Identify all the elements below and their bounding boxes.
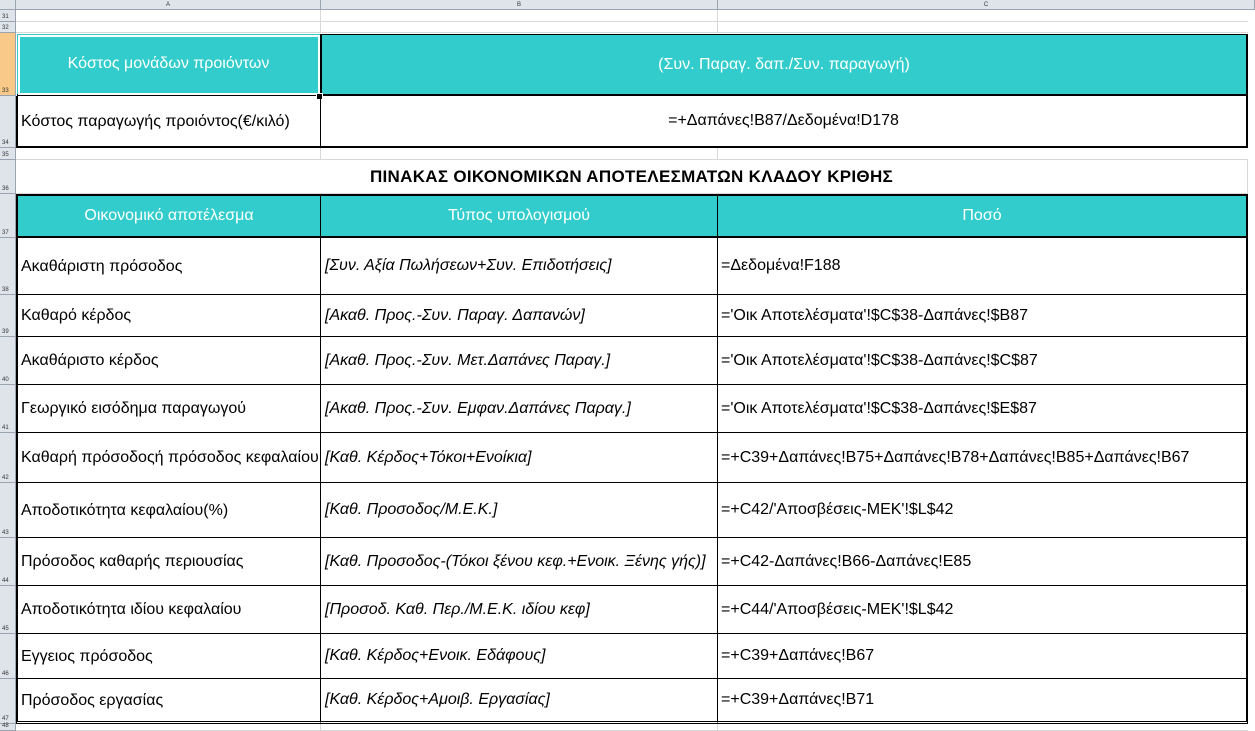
amount-formula-cell[interactable]: ='Οικ Αποτελέσματα'!$C$38-Δαπάνες!$B87 — [718, 295, 1248, 337]
empty-cell[interactable] — [718, 724, 1255, 731]
result-name-cell[interactable]: Αποδοτικότητα κεφαλαίου(%) — [16, 483, 321, 538]
calculation-type-cell[interactable]: [Καθ. Κέρδος+Αμοιβ. Εργασίας] — [321, 679, 718, 724]
result-name-cell[interactable]: Ακαθάριστη πρόσοδος — [16, 238, 321, 295]
row-header[interactable]: 41 — [0, 385, 16, 433]
amount-formula-cell[interactable]: =+C39+Δαπάνες!B67 — [718, 634, 1248, 679]
row-header[interactable]: 47 — [0, 679, 16, 724]
column-header-a[interactable]: A — [16, 0, 321, 10]
row-header[interactable]: 42 — [0, 433, 16, 483]
result-name-cell[interactable]: Πρόσοδος εργασίας — [16, 679, 321, 724]
amount-formula-cell[interactable]: =+C42/'Αποσβέσεις-ΜΕΚ'!$L$42 — [718, 483, 1248, 538]
table-title[interactable]: ΠΙΝΑΚΑΣ ΟΙΚΟΝΟΜΙΚΩΝ ΑΠΟΤΕΛΕΣΜΑΤΩΝ ΚΛΑΔΟΥ ΚΡΙΘΗΣ — [16, 160, 1248, 194]
amount-formula-cell[interactable]: =+C42-Δαπάνες!B66-Δαπάνες!E85 — [718, 538, 1248, 586]
grid-edge — [1248, 10, 1255, 731]
row-header[interactable]: 35 — [0, 148, 16, 160]
header-economic-result[interactable]: Οικονομικό αποτέλεσμα — [16, 194, 321, 238]
empty-cell[interactable] — [321, 724, 718, 731]
empty-cell[interactable] — [321, 10, 718, 22]
empty-cell[interactable] — [321, 148, 718, 160]
amount-formula-cell[interactable]: ='Οικ Αποτελέσματα'!$C$38-Δαπάνες!$E$87 — [718, 385, 1248, 433]
empty-cell[interactable] — [16, 148, 321, 160]
result-name-cell[interactable]: Εγγειος πρόσοδος — [16, 634, 321, 679]
empty-cell[interactable] — [321, 22, 718, 33]
row-header[interactable]: 38 — [0, 238, 16, 295]
column-header-b[interactable]: B — [321, 0, 718, 10]
row-header[interactable]: 32 — [0, 22, 16, 33]
row-header[interactable]: 39 — [0, 295, 16, 337]
calculation-type-cell[interactable]: [Καθ. Προσοδος-(Τόκοι ξένου κεφ.+Ενοικ. Ξένης γής)] — [321, 538, 718, 586]
calculation-type-cell[interactable]: [Προσοδ. Καθ. Περ./Μ.Ε.Κ. ιδίου κεφ] — [321, 586, 718, 634]
unit-cost-header-cell[interactable]: Κόστος μονάδων προιόντων — [17, 34, 321, 96]
row-header[interactable]: 48 — [0, 724, 16, 731]
row-header[interactable]: 37 — [0, 194, 16, 238]
result-name-cell[interactable]: Αποδοτικότητα ιδίου κεφαλαίου — [16, 586, 321, 634]
select-all-corner[interactable] — [0, 0, 16, 10]
amount-formula-cell[interactable]: =Δεδομένα!F188 — [718, 238, 1248, 295]
empty-cell[interactable] — [718, 22, 1255, 33]
result-name-cell[interactable]: Ακαθάριστο κέρδος — [16, 337, 321, 385]
unit-cost-formula-header-cell[interactable]: (Συν. Παραγ. δαπ./Συν. παραγωγή) — [321, 34, 1248, 96]
row-header[interactable]: 31 — [0, 10, 16, 22]
row-header-selected[interactable]: 33 — [0, 33, 16, 96]
row-header[interactable]: 36 — [0, 160, 16, 194]
column-header-c[interactable]: C — [718, 0, 1255, 10]
calculation-type-cell[interactable]: [Ακαθ. Προς.-Συν. Εμφαν.Δαπάνες Παραγ.] — [321, 385, 718, 433]
empty-cell[interactable] — [718, 148, 1255, 160]
empty-cell[interactable] — [16, 22, 321, 33]
amount-formula-cell[interactable]: ='Οικ Αποτελέσματα'!$C$38-Δαπάνες!$C$87 — [718, 337, 1248, 385]
header-amount[interactable]: Ποσό — [718, 194, 1248, 238]
amount-formula-cell[interactable]: =+C44/'Αποσβέσεις-ΜΕΚ'!$L$42 — [718, 586, 1248, 634]
amount-formula-cell[interactable]: =+C39+Δαπάνες!B75+Δαπάνες!B78+Δαπάνες!B85+Δαπάνες!B67 — [718, 433, 1248, 483]
row-header[interactable]: 43 — [0, 483, 16, 538]
result-name-cell[interactable]: Καθαρό κέρδος — [16, 295, 321, 337]
result-name-cell[interactable]: Πρόσοδος καθαρής περιουσίας — [16, 538, 321, 586]
calculation-type-cell[interactable]: [Καθ. Κέρδος+Ενοικ. Εδάφους] — [321, 634, 718, 679]
calculation-type-cell[interactable]: [Ακαθ. Προς.-Συν. Μετ.Δαπάνες Παραγ.] — [321, 337, 718, 385]
result-name-cell[interactable]: Καθαρή πρόσοδοςή πρόσοδος κεφαλαίου — [16, 433, 321, 483]
row-header[interactable]: 40 — [0, 337, 16, 385]
calculation-type-cell[interactable]: [Καθ. Κέρδος+Τόκοι+Ενοίκια] — [321, 433, 718, 483]
header-calculation-type[interactable]: Τύπος υπολογισμού — [321, 194, 718, 238]
result-name-cell[interactable]: Γεωργικό εισόδημα παραγωγού — [16, 385, 321, 433]
calculation-type-cell[interactable]: [Συν. Αξία Πωλήσεων+Συν. Επιδοτήσεις] — [321, 238, 718, 295]
empty-cell[interactable] — [718, 10, 1255, 22]
unit-cost-label-cell[interactable]: Κόστος παραγωγής προιόντος(€/κιλό) — [16, 96, 321, 148]
calculation-type-cell[interactable]: [Ακαθ. Προς.-Συν. Παραγ. Δαπανών] — [321, 295, 718, 337]
row-header[interactable]: 34 — [0, 96, 16, 148]
row-header[interactable]: 45 — [0, 586, 16, 634]
amount-formula-cell[interactable]: =+C39+Δαπάνες!B71 — [718, 679, 1248, 724]
row-header[interactable]: 46 — [0, 634, 16, 679]
empty-cell[interactable] — [16, 724, 321, 731]
empty-cell[interactable] — [16, 10, 321, 22]
unit-cost-formula-cell[interactable]: =+Δαπάνες!B87/Δεδομένα!D178 — [321, 96, 1248, 148]
row-header[interactable]: 44 — [0, 538, 16, 586]
calculation-type-cell[interactable]: [Καθ. Προσοδος/Μ.Ε.Κ.] — [321, 483, 718, 538]
